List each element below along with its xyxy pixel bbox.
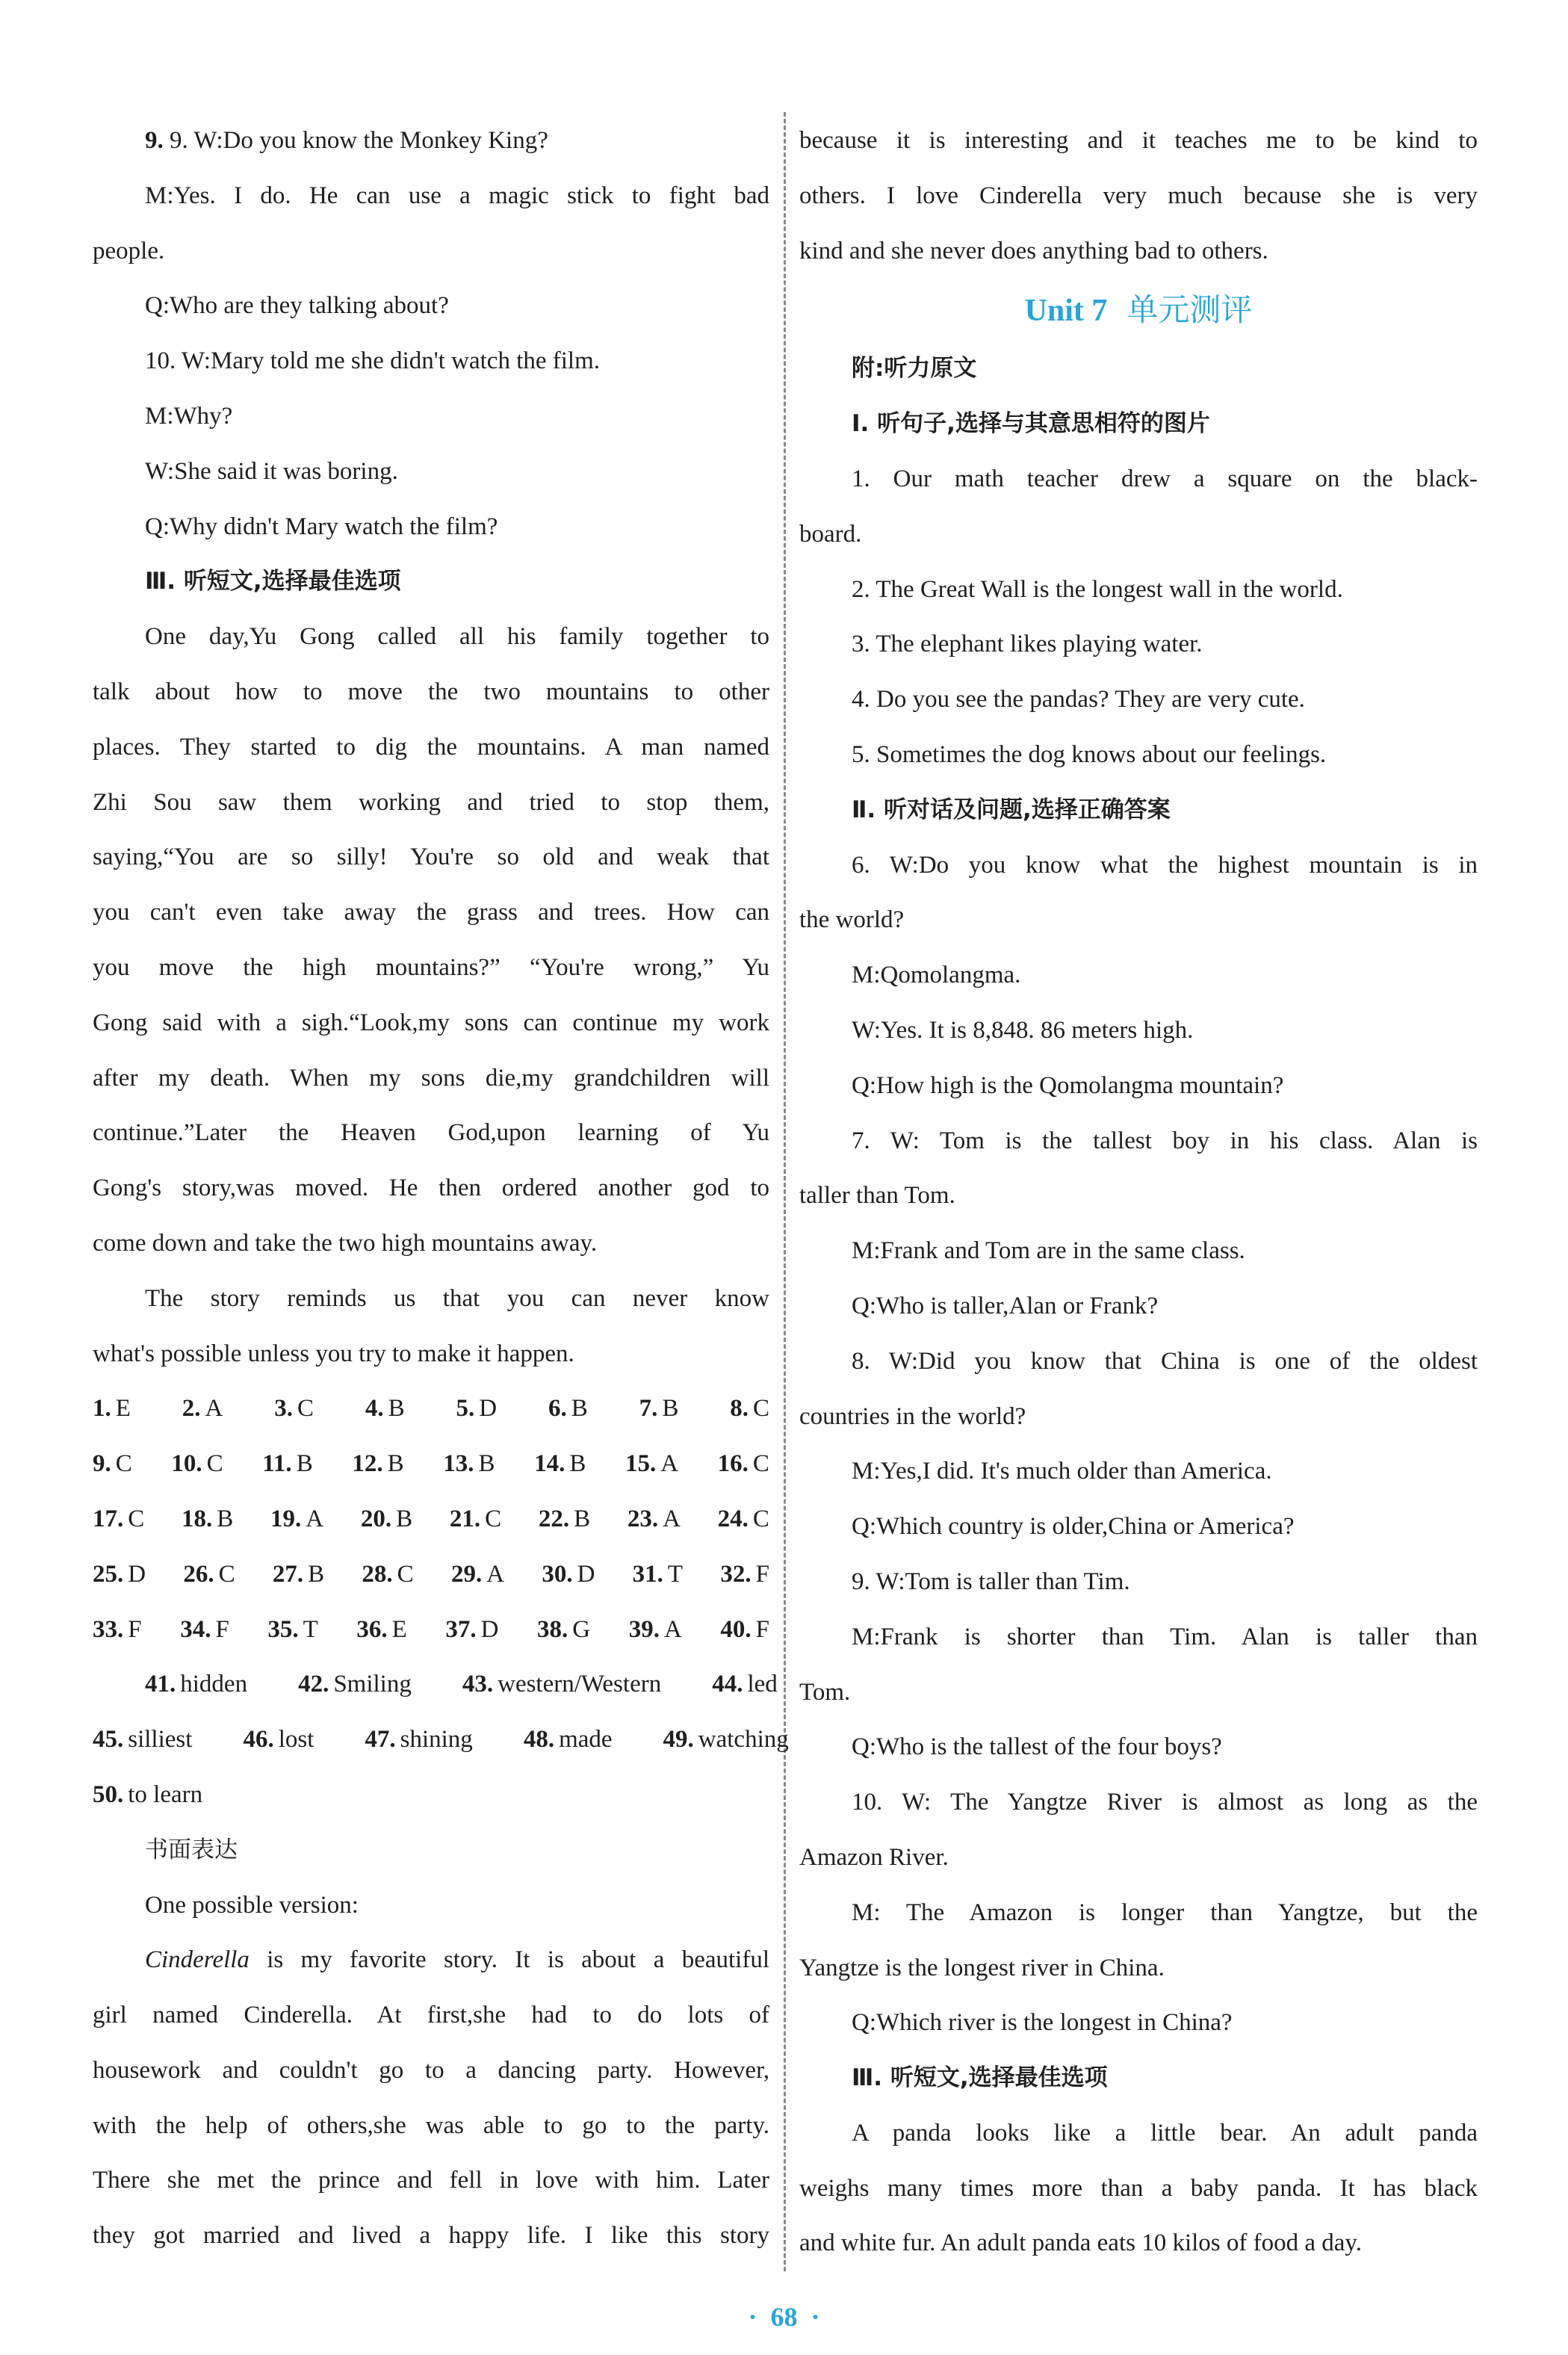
- passage-line: Gong's story,was moved. He then ordered another god to: [93, 1175, 769, 1202]
- answer-item: [182, 1381, 223, 1437]
- answer-item: [627, 1492, 681, 1547]
- answer-number: 48.: [523, 1726, 555, 1754]
- answer-row: [93, 1768, 769, 1823]
- answer-value: silliest: [128, 1726, 193, 1754]
- script-line: M:Frank is shorter than Tim. Alan is taller than: [852, 1623, 1478, 1650]
- answer-row: [93, 1657, 778, 1712]
- answer-number: 27.: [272, 1560, 304, 1588]
- script-line: Q:Who is taller,Alan or Frank?: [852, 1292, 1159, 1319]
- column-divider: [784, 112, 786, 2271]
- answer-value: C: [397, 1560, 414, 1588]
- answer-number: 28.: [362, 1560, 393, 1588]
- answer-number: 26.: [183, 1560, 214, 1588]
- answer-item: [720, 1603, 769, 1658]
- script-line: weighs many times more than a baby panda. It has black: [799, 2174, 1478, 2202]
- answer-number: 3.: [274, 1395, 293, 1423]
- answer-value: lost: [278, 1726, 314, 1754]
- answer-value: B: [574, 1505, 591, 1532]
- answer-number: 25.: [93, 1560, 124, 1588]
- writing-heading: 书面表达: [145, 1836, 238, 1863]
- passage-line: The story reminds us that you can never know: [145, 1284, 769, 1312]
- dialogue-line: people.: [93, 237, 165, 264]
- passage-line: you move the high mountains?” “You're wrong,” Yu: [93, 953, 769, 981]
- script-line: 7. W: Tom is the tallest boy in his class. Alan is: [852, 1127, 1478, 1154]
- passage-line: continue.”Later the Heaven God,upon learning of Yu: [93, 1119, 769, 1147]
- answer-item: [462, 1657, 687, 1712]
- answer-item: [93, 1547, 146, 1603]
- dialogue-line: M:Yes. I do. He can use a magic stick to fight bad: [145, 182, 769, 209]
- answer-item: [362, 1547, 413, 1603]
- answer-value: B: [387, 1450, 404, 1478]
- essay-line: housework and couldn't go to a dancing party. However,: [93, 2056, 769, 2084]
- answer-value: F: [128, 1615, 142, 1643]
- answer-item: [548, 1381, 588, 1437]
- left-column: [93, 114, 789, 2264]
- script-line: board.: [799, 520, 862, 548]
- answer-item: [361, 1492, 412, 1547]
- script-line: Q:Who is the tallest of the four boys?: [852, 1733, 1222, 1761]
- answer-number: 42.: [298, 1671, 329, 1698]
- script-line: Q:Which river is the longest in China?: [852, 2009, 1233, 2037]
- answer-item: [730, 1381, 769, 1437]
- answer-value: T: [303, 1615, 318, 1643]
- script-line: 2. The Great Wall is the longest wall in the world.: [852, 575, 1343, 603]
- answer-value: western/Western: [498, 1671, 662, 1698]
- script-line: 8. W:Did you know that China is one of the oldest: [852, 1347, 1478, 1375]
- answer-item: [93, 1712, 217, 1768]
- answer-number: 38.: [537, 1615, 568, 1643]
- answer-number: 13.: [443, 1450, 474, 1478]
- answer-item: [93, 1437, 132, 1492]
- answer-value: to learn: [128, 1780, 203, 1808]
- answer-item: [93, 1768, 228, 1823]
- answer-number: 29.: [450, 1560, 483, 1588]
- answer-key: [93, 1381, 789, 1822]
- answer-value: C: [752, 1450, 769, 1478]
- answer-item: [267, 1603, 317, 1658]
- answer-number: 32.: [720, 1560, 752, 1588]
- answer-item: [356, 1603, 406, 1658]
- answer-number: 35.: [267, 1615, 299, 1643]
- answer-value: shining: [400, 1726, 473, 1754]
- answer-row: [93, 1381, 769, 1437]
- answer-number: 41.: [145, 1671, 176, 1698]
- passage-line: One day,Yu Gong called all his family together to: [145, 623, 769, 651]
- answer-number: 18.: [182, 1505, 213, 1532]
- answer-value: F: [755, 1615, 769, 1643]
- script-line: Q:Which country is older,China or America?: [852, 1513, 1295, 1541]
- answer-number: 31.: [632, 1560, 663, 1588]
- answer-item: [298, 1657, 437, 1712]
- script-line: M: The Amazon is longer than Yangtze, but the: [852, 1898, 1478, 1926]
- answer-item: [542, 1547, 595, 1603]
- answer-number: 43.: [462, 1671, 494, 1698]
- script-line: taller than Tom.: [799, 1182, 955, 1210]
- answer-number: 11.: [262, 1450, 292, 1478]
- answer-item: [718, 1492, 769, 1547]
- dialogue-line: Q:Why didn't Mary watch the film?: [145, 513, 498, 540]
- answer-row: [93, 1437, 769, 1492]
- essay-title: Cinderella: [145, 1946, 250, 1974]
- script-line: W:Yes. It is 8,848. 86 meters high.: [852, 1016, 1194, 1044]
- answer-item: [524, 1712, 638, 1768]
- script-line: 9. W:Tom is taller than Tim.: [852, 1568, 1130, 1595]
- passage-line: after my death. When my sons die,my grandchildren will: [93, 1064, 769, 1092]
- unit-subtitle: 单元测评: [1127, 291, 1253, 329]
- answer-item: [352, 1437, 403, 1492]
- answer-item: [445, 1603, 498, 1658]
- answer-number: 40.: [720, 1615, 752, 1643]
- answer-item: [180, 1603, 229, 1658]
- answer-value: A: [205, 1395, 223, 1423]
- answer-item: [639, 1381, 679, 1437]
- dialogue-line: M:Why?: [145, 402, 233, 430]
- answer-value: C: [218, 1560, 235, 1588]
- answer-value: C: [752, 1505, 769, 1532]
- essay-line: There she met the prince and fell in love with him. Later: [93, 2167, 769, 2194]
- answer-value: C: [297, 1395, 314, 1423]
- script-line: and white fur. An adult panda eats 10 kilos of food a day.: [799, 2229, 1363, 2257]
- page-number: · 68 ·: [748, 2302, 820, 2332]
- writing-intro: One possible version:: [145, 1891, 359, 1919]
- answer-number: 50.: [93, 1780, 124, 1808]
- answer-number: 1.: [93, 1395, 111, 1423]
- answer-item: [451, 1547, 504, 1603]
- dialogue-line: W:She said it was boring.: [145, 457, 398, 485]
- answer-value: D: [480, 1615, 499, 1643]
- answer-number: 2.: [182, 1395, 201, 1423]
- section-heading: Ⅱ. 听对话及问题,选择正确答案: [852, 796, 1171, 823]
- answer-item: [629, 1603, 682, 1658]
- answer-item: [93, 1603, 142, 1658]
- answer-value: B: [571, 1395, 588, 1423]
- script-line: Yangtze is the longest river in China.: [799, 1954, 1165, 1981]
- answer-value: D: [479, 1395, 498, 1423]
- answer-number: 17.: [93, 1505, 124, 1532]
- answer-value: C: [206, 1450, 223, 1478]
- answer-value: led: [747, 1671, 778, 1698]
- script-line: 3. The elephant likes playing water.: [852, 631, 1203, 658]
- answer-item: [456, 1381, 497, 1437]
- answer-row: [93, 1492, 769, 1547]
- answer-number: 45.: [93, 1726, 124, 1754]
- answer-value: D: [577, 1560, 595, 1588]
- passage-line: Gong said with a sigh.“Look,my sons can continue my work: [93, 1009, 769, 1036]
- answer-value: B: [296, 1450, 313, 1478]
- answer-item: [625, 1437, 678, 1492]
- line-text: is my favorite story. It is about a beautiful: [249, 1946, 769, 1974]
- answer-number: 16.: [717, 1450, 749, 1478]
- script-line: 1. Our math teacher drew a square on the black-: [852, 465, 1478, 492]
- answer-value: A: [486, 1560, 505, 1588]
- answer-item: [182, 1492, 233, 1547]
- answer-item: [539, 1492, 590, 1547]
- answer-number: 20.: [360, 1505, 392, 1532]
- essay-line: others. I love Cinderella very much because she is very: [799, 182, 1478, 209]
- dialogue-line: 9. 9. W:Do you know the Monkey King?: [145, 127, 548, 154]
- answer-value: C: [752, 1395, 769, 1423]
- answer-number: 24.: [717, 1505, 749, 1532]
- answer-value: A: [660, 1450, 679, 1478]
- answer-item: [365, 1381, 405, 1437]
- answer-item: [262, 1437, 312, 1492]
- answer-row: [93, 1712, 789, 1768]
- script-line: Amazon River.: [799, 1843, 949, 1871]
- answer-number: 36.: [356, 1615, 388, 1643]
- script-line: the world?: [799, 906, 905, 934]
- dialogue-line: Q:Who are they talking about?: [145, 292, 449, 320]
- script-line: 5. Sometimes the dog knows about our feelings.: [852, 740, 1327, 768]
- answer-number: 46.: [243, 1726, 274, 1754]
- answer-item: [633, 1547, 683, 1603]
- answer-value: watching: [698, 1726, 789, 1754]
- script-line: 4. Do you see the pandas? They are very cute.: [852, 686, 1305, 714]
- answer-value: D: [128, 1560, 146, 1588]
- answer-value: B: [388, 1395, 405, 1423]
- script-line: Q:How high is the Qomolangma mountain?: [852, 1071, 1284, 1099]
- appendix-heading: 附:听力原文: [852, 355, 977, 383]
- answer-number: 7.: [639, 1395, 658, 1423]
- answer-value: E: [391, 1615, 407, 1643]
- answer-value: made: [559, 1726, 613, 1754]
- answer-number: 21.: [449, 1505, 481, 1532]
- answer-number: 15.: [625, 1450, 657, 1478]
- passage-line: places. They started to dig the mountains. A man named: [93, 733, 769, 761]
- answer-item: [718, 1437, 769, 1492]
- answer-number: 39.: [628, 1615, 660, 1643]
- answer-number: 5.: [456, 1395, 475, 1423]
- answer-row: [93, 1547, 769, 1603]
- listening-script: [799, 452, 1478, 2271]
- answer-value: F: [215, 1615, 229, 1643]
- answer-number: 44.: [712, 1671, 743, 1698]
- answer-item: [145, 1657, 273, 1712]
- script-line: A panda looks like a little bear. An adult panda: [852, 2119, 1478, 2147]
- answer-value: C: [485, 1505, 502, 1532]
- script-line: M:Yes,I did. It's much older than America.: [852, 1458, 1272, 1485]
- section-heading: Ⅲ. 听短文,选择最佳选项: [852, 2064, 1108, 2092]
- essay-line: kind and she never does anything bad to others.: [799, 237, 1268, 264]
- answer-item: [537, 1603, 590, 1658]
- unit-title: [799, 279, 1478, 341]
- answer-value: G: [572, 1615, 591, 1643]
- answer-item: [274, 1381, 314, 1437]
- answer-item: [243, 1712, 339, 1768]
- section-heading: Ⅰ. 听句子,选择与其意思相符的图片: [852, 410, 1210, 438]
- answer-value: A: [663, 1615, 682, 1643]
- script-line: M:Frank and Tom are in the same class.: [852, 1237, 1245, 1265]
- passage-line: Zhi Sou saw them working and tried to stop them,: [93, 788, 769, 816]
- essay-line: they got married and lived a happy life. I like this story: [93, 2222, 769, 2250]
- answer-item: [93, 1381, 131, 1437]
- answer-item: [365, 1712, 498, 1768]
- answer-value: B: [478, 1450, 495, 1478]
- answer-number: 19.: [270, 1505, 302, 1532]
- page-number-text: 68: [770, 2302, 798, 2332]
- answer-number: 6.: [548, 1395, 567, 1423]
- answer-number: 10.: [171, 1450, 202, 1478]
- unit-number: Unit 7: [1024, 294, 1108, 329]
- answer-number: 14.: [534, 1450, 565, 1478]
- answer-item: [534, 1437, 586, 1492]
- answer-item: [273, 1547, 324, 1603]
- right-column: [799, 114, 1478, 2271]
- answer-value: F: [755, 1560, 769, 1588]
- section-heading: Ⅲ. 听短文,选择最佳选项: [145, 568, 401, 595]
- answer-value: B: [217, 1505, 234, 1532]
- answer-number: 8.: [730, 1395, 749, 1423]
- answer-number: 30.: [542, 1560, 573, 1588]
- essay-line: girl named Cinderella. At first,she had to do lots of: [93, 2002, 769, 2029]
- dialogue-line: 10. W:Mary told me she didn't watch the film.: [145, 347, 601, 375]
- script-line: 10. W: The Yangtze River is almost as long as the: [852, 1789, 1478, 1816]
- answer-item: [171, 1437, 223, 1492]
- answer-number: 37.: [445, 1615, 477, 1643]
- essay-line: because it is interesting and it teaches me to be kind to: [799, 127, 1478, 154]
- answer-value: B: [396, 1505, 413, 1532]
- answer-item: [93, 1492, 144, 1547]
- answer-item: [443, 1437, 495, 1492]
- script-line: M:Qomolangma.: [852, 962, 1021, 989]
- answer-value: A: [663, 1505, 681, 1532]
- answer-number: 49.: [663, 1726, 694, 1754]
- answer-number: 22.: [538, 1505, 570, 1532]
- script-line: Tom.: [799, 1678, 851, 1706]
- answer-value: C: [128, 1505, 145, 1532]
- answer-number: 4.: [365, 1395, 384, 1423]
- answer-value: C: [115, 1450, 132, 1478]
- answer-number: 12.: [352, 1450, 383, 1478]
- answer-item: [450, 1492, 501, 1547]
- answer-value: T: [667, 1560, 684, 1588]
- answer-value: B: [308, 1560, 325, 1588]
- answer-value: E: [115, 1395, 131, 1423]
- answer-number: 47.: [365, 1726, 396, 1754]
- answer-number: 23.: [627, 1505, 659, 1532]
- answer-value: Smiling: [333, 1671, 412, 1698]
- answer-item: [270, 1492, 323, 1547]
- passage-line: what's possible unless you try to make it happen.: [93, 1340, 574, 1367]
- answer-row: [93, 1603, 769, 1658]
- passage-line: you can't even take away the grass and trees. How can: [93, 899, 769, 926]
- script-line: countries in the world?: [799, 1402, 1026, 1430]
- essay-line: with the help of others,she was able to go to the party.: [93, 2111, 769, 2139]
- script-line: 6. W:Do you know what the highest mountain is in: [852, 851, 1478, 879]
- passage-line: saying,“You are so silly! You're so old and weak that: [93, 844, 769, 871]
- answer-value: B: [662, 1395, 679, 1423]
- answer-item: [720, 1547, 769, 1603]
- answer-item: [183, 1547, 235, 1603]
- answer-item: [663, 1712, 814, 1768]
- answer-value: hidden: [180, 1671, 248, 1698]
- answer-number: 9.: [93, 1450, 111, 1478]
- answer-item: [712, 1657, 803, 1712]
- essay-line: [93, 1933, 769, 1988]
- passage-line: talk about how to move the two mountains to other: [93, 678, 769, 705]
- answer-number: 33.: [93, 1615, 124, 1643]
- line-text: 9. W:Do you know the Monkey King?: [170, 127, 548, 154]
- answer-number: 34.: [180, 1615, 211, 1643]
- passage-line: come down and take the two high mountains away.: [93, 1229, 598, 1257]
- answer-value: A: [306, 1505, 324, 1532]
- answer-value: B: [569, 1450, 586, 1478]
